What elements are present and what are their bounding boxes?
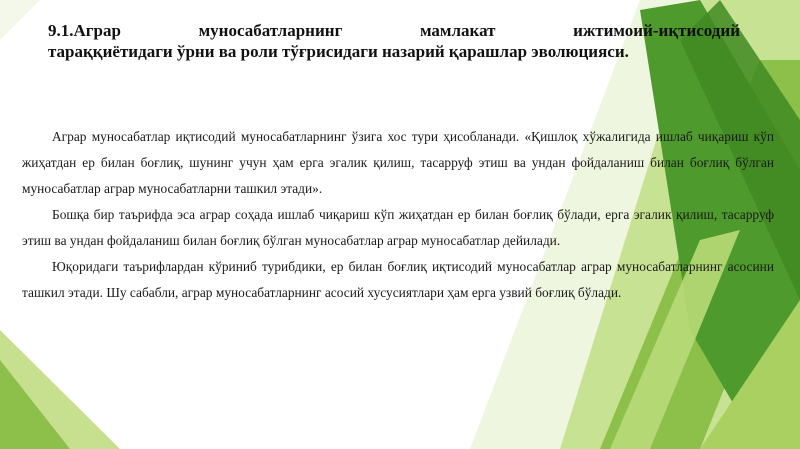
paragraph-3: Юқоридаги таърифлардан кўриниб турибдики, ер билан боғлиқ иқтисодий муносабатлар аграр муносабатларнинг асосини ташкил этади. Шу сабабли, аграр муносабатларнинг асосий хусусиятлари ҳам ерга узвий боғлиқ бўлади. bbox=[22, 259, 774, 300]
slide-title-line-1: 9.1.Аграр муносабатларнинг мамлакат ижтимоий-иқтисодий bbox=[48, 21, 740, 40]
paragraph-2: Бошқа бир таърифда эса аграр соҳада ишлаб чиқариш кўп жиҳатдан ер билан боғлиқ бўлади, ерга эгалик қилиш, тасарруф этиш ва ундан фойдаланиш билан боғлиқ бўлган муносабатлар аграр муносабатлар дейилади. bbox=[22, 207, 774, 248]
slide-title bbox=[48, 20, 740, 62]
slide-title-line-2: тараққиётидаги ўрни ва роли тўғрисидаги назарий қарашлар эволюцияси. bbox=[48, 42, 629, 61]
slide-body bbox=[22, 124, 774, 306]
bg-top-fade bbox=[0, 0, 40, 40]
paragraph-1: Аграр муносабатлар иқтисодий муносабатларнинг ўзига хос тури ҳисобланади. «Қишлоқ хўжалигида ишлаб чиқариш кўп жиҳатдан ер билан боғлиқ, шунинг учун ҳам ерга эгалик қилиш, тасарруф этиш ва ундан фойдаланиш билан боғлиқ бўлган муносабатлар аграр муносабатларни ташкил этади». bbox=[22, 129, 774, 196]
